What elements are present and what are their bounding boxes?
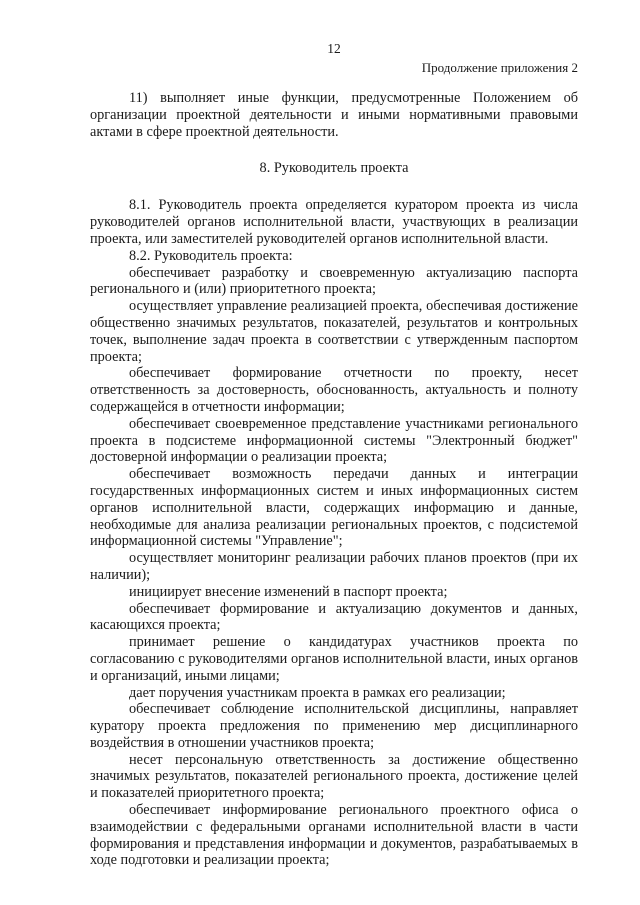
paragraph: осуществляет мониторинг реализации рабочих планов проектов (при их наличии);: [90, 550, 578, 583]
paragraph: осуществляет управление реализацией проекта, обеспечивая достижение общественно значимых результатов, показателей, результатов и контрольных точек, выполнение задач проекта в соответствии с утвержденным паспортом проекта;: [90, 298, 578, 365]
section-body: [90, 197, 578, 869]
paragraph: обеспечивает формирование и актуализацию документов и данных, касающихся проекта;: [90, 600, 578, 634]
paragraph: 8.1. Руководитель проекта определяется куратором проекта из числа руководителей органов исполнительной власти, участвующих в реализации проекта, или заместителей руководителей органов исполнительной власти.: [90, 197, 578, 247]
intro-paragraph: 11) выполняет иные функции, предусмотренные Положением об организации проектной деятельности и иными нормативными правовыми актами в сфере проектной деятельности.: [90, 90, 578, 140]
paragraph: принимает решение о кандидатурах участников проекта по согласованию с руководителями органов исполнительной власти, иных органов и организаций, иными лицами;: [90, 634, 578, 684]
paragraph: обеспечивает своевременное представление участниками регионального проекта в подсистеме информационной системы "Электронный бюджет" достоверной информации о реализации проекта;: [90, 415, 578, 466]
paragraph: 8.2. Руководитель проекта:: [129, 247, 293, 264]
paragraph: дает поручения участникам проекта в рамках его реализации;: [129, 684, 506, 701]
paragraph: обеспечивает соблюдение исполнительской дисциплины, направляет куратору проекта предложения по применению мер дисциплинарного воздействия в отношении участников проекта;: [90, 701, 578, 751]
paragraph: несет персональную ответственность за достижение общественно значимых результатов, показателей регионального проекта, достижение целей и показателей приоритетного проекта;: [90, 751, 578, 802]
paragraph: обеспечивает возможность передачи данных и интеграции государственных информационных систем и иных информационных систем органов исполнительной власти, содержащих информацию и данные, необходимые для анализа реализации региональных проектов, с подсистемой информационной системы "Управление";: [90, 466, 578, 550]
paragraph: инициирует внесение изменений в паспорт проекта;: [129, 583, 448, 600]
paragraph: обеспечивает разработку и своевременную актуализацию паспорта регионального и (или) приоритетного проекта;: [90, 264, 578, 298]
appendix-continuation-note: Продолжение приложения 2: [421, 60, 578, 75]
intro-block: [90, 90, 578, 140]
paragraph: обеспечивает формирование отчетности по проекту, несет ответственность за достоверность, обоснованность, актуальность и полноту содержащейся в отчетности информации;: [90, 365, 578, 415]
page-number: 12: [327, 41, 341, 56]
section-heading: 8. Руководитель проекта: [259, 160, 409, 177]
paragraph: обеспечивает информирование регионального проектного офиса о взаимодействии с федеральными органами исполнительной власти в части формирования и представления информации и документов, разрабатываемых в ходе подготовки и реализации проекта;: [90, 802, 578, 869]
